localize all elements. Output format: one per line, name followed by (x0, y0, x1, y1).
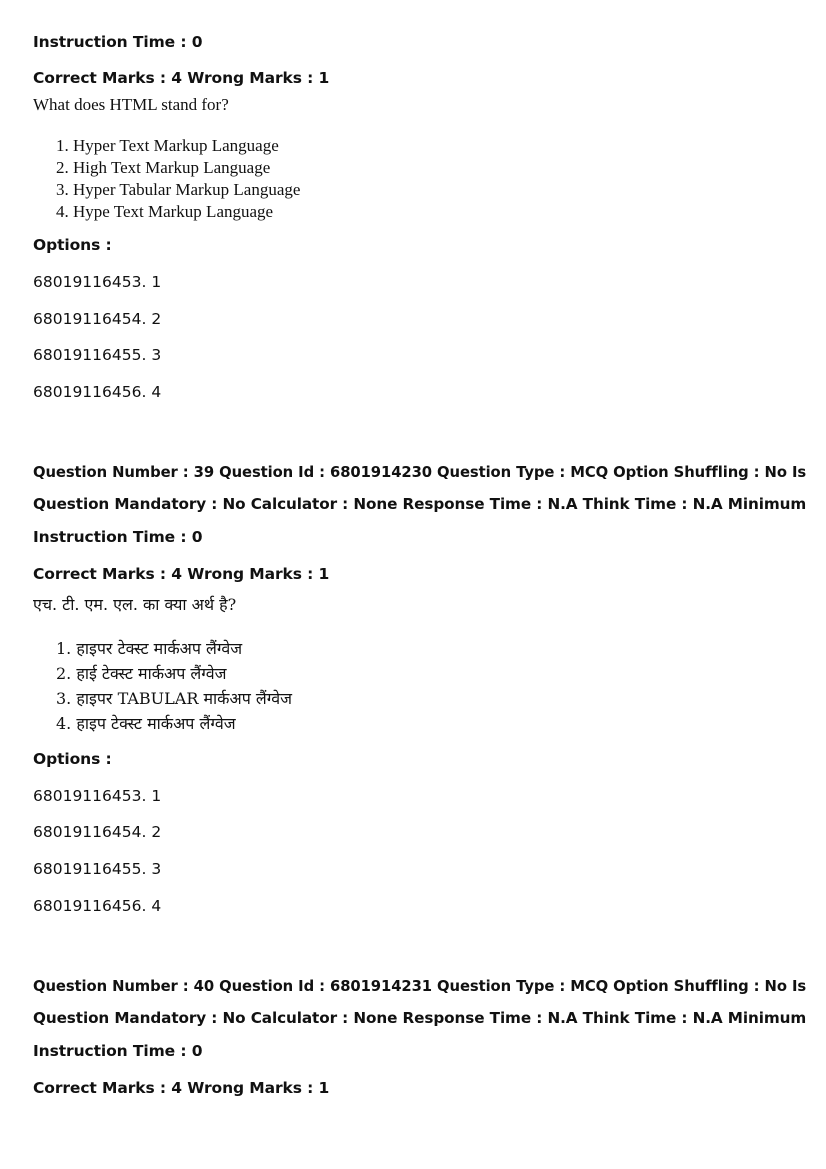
question-header-line-1: Question Number : 39 Question Id : 6801914230 Question Type : MCQ Option Shuffling : No Is (33, 463, 807, 481)
option-id: 68019116455. 3 (33, 860, 162, 878)
instruction-time: Instruction Time : 0 (33, 33, 203, 51)
instruction-time: Instruction Time : 0 (33, 1042, 203, 1060)
choice-item: 3. Hyper Tabular Markup Language (56, 180, 301, 199)
question-text: What does HTML stand for? (33, 95, 229, 114)
choice-item: 4. हाइप टेक्स्ट मार्कअप लैंग्वेज (56, 714, 236, 733)
option-id: 68019116454. 2 (33, 823, 162, 841)
options-label: Options : (33, 236, 112, 254)
option-id: 68019116453. 1 (33, 787, 162, 805)
choice-item: 4. Hype Text Markup Language (56, 202, 274, 221)
question-text: एच. टी. एम. एल. का क्या अर्थ है? (33, 595, 237, 614)
option-id: 68019116453. 1 (33, 273, 162, 291)
question-header-line-1: Question Number : 40 Question Id : 6801914231 Question Type : MCQ Option Shuffling : No Is (33, 977, 807, 995)
option-id: 68019116456. 4 (33, 897, 162, 915)
choice-list (56, 636, 292, 736)
option-id: 68019116454. 2 (33, 310, 162, 328)
choice-item: 1. हाइपर टेक्स्ट मार्कअप लैंग्वेज (56, 639, 243, 658)
choice-item: 2. हाई टेक्स्ट मार्कअप लैंग्वेज (56, 664, 227, 683)
instruction-time: Instruction Time : 0 (33, 528, 203, 546)
choice-list (56, 135, 300, 223)
marks-line: Correct Marks : 4 Wrong Marks : 1 (33, 69, 330, 87)
marks-line: Correct Marks : 4 Wrong Marks : 1 (33, 565, 330, 583)
choice-item: 3. हाइपर TABULAR मार्कअप लैंग्वेज (56, 689, 292, 708)
option-id: 68019116456. 4 (33, 383, 162, 401)
choice-item: 2. High Text Markup Language (56, 158, 271, 177)
marks-line: Correct Marks : 4 Wrong Marks : 1 (33, 1079, 330, 1097)
question-header-line-2: Question Mandatory : No Calculator : None Response Time : N.A Think Time : N.A Minimum (33, 495, 807, 513)
question-header-line-2: Question Mandatory : No Calculator : None Response Time : N.A Think Time : N.A Minimum (33, 1009, 807, 1027)
options-label: Options : (33, 750, 112, 768)
option-id: 68019116455. 3 (33, 346, 162, 364)
choice-item: 1. Hyper Text Markup Language (56, 136, 279, 155)
